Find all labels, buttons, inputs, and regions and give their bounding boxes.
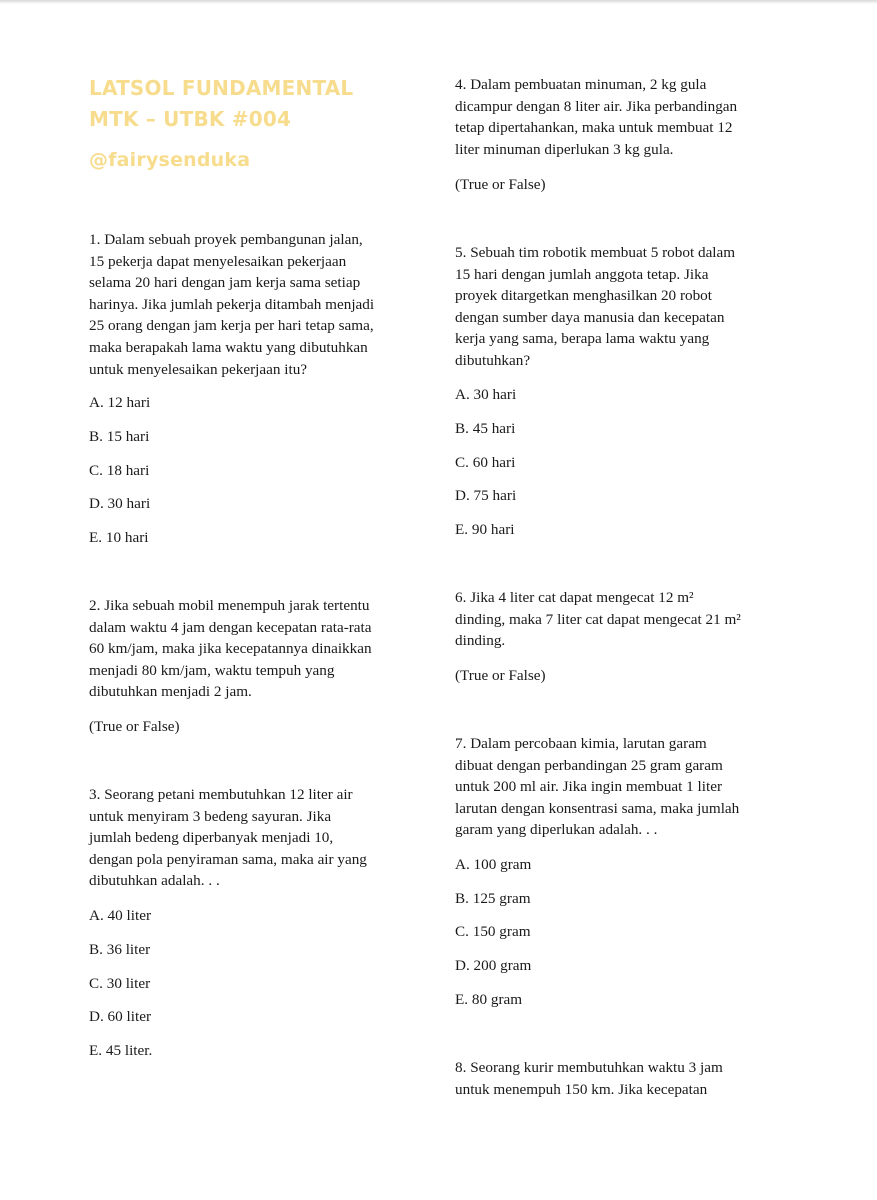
question-6-line: 6. Jika 4 liter cat dapat mengecat 12 m²: [455, 589, 694, 606]
question-5-option-b: B. 45 hari: [455, 420, 516, 437]
question-3-option-a: A. 40 liter: [89, 907, 152, 924]
question-1-line: 1. Dalam sebuah proyek pembangunan jalan,: [89, 231, 363, 248]
question-1-line: untuk menyelesaikan pekerjaan itu?: [89, 360, 308, 378]
question-1-line: 25 orang dengan jam kerja per hari tetap sama,: [89, 317, 374, 335]
question-7-option-c: C. 150 gram: [455, 923, 531, 940]
question-3-line: untuk menyiram 3 bedeng sayuran. Jika: [89, 807, 332, 825]
question-1-option-c: C. 18 hari: [89, 462, 150, 479]
question-3-line: jumlah bedeng diperbanyak menjadi 10,: [89, 829, 334, 847]
question-1-line: selama 20 hari dengan jam kerja sama setiap: [89, 274, 361, 292]
question-6-answer-type: (True or False): [455, 667, 546, 684]
question-5-line: 15 hari dengan jumlah anggota tetap. Jika: [455, 265, 709, 283]
worksheet-title-line-1: LATSOL FUNDAMENTAL: [89, 76, 354, 100]
question-2-line: 60 km/jam, maka jika kecepatannya dinaikkan: [89, 640, 372, 658]
question-4-text: [455, 74, 737, 160]
author-handle: @fairysenduka: [89, 149, 251, 171]
question-1-option-b: B. 15 hari: [89, 428, 150, 445]
question-8-line: untuk menempuh 150 km. Jika kecepatan: [455, 1080, 708, 1098]
question-5-line: 5. Sebuah tim robotik membuat 5 robot dalam: [455, 244, 736, 261]
question-5-line: proyek ditargetkan menghasilkan 20 robot: [455, 287, 713, 305]
question-6-text: [455, 587, 741, 652]
question-5-option-a: A. 30 hari: [455, 386, 517, 403]
question-1-line: 15 pekerja dapat menyelesaikan pekerjaan: [89, 252, 347, 270]
question-3-option-d: D. 60 liter: [89, 1008, 152, 1025]
question-3-line: 3. Seorang petani membutuhkan 12 liter air: [89, 786, 353, 803]
question-6-line: dinding, maka 7 liter cat dapat mengecat 21 m²: [455, 610, 741, 628]
question-2-line: dibutuhkan menjadi 2 jam.: [89, 683, 252, 701]
question-1-option-e: E. 10 hari: [89, 529, 149, 546]
question-1-option-d: D. 30 hari: [89, 495, 151, 512]
question-7-line: larutan dengan konsentrasi sama, maka jumlah: [455, 799, 740, 817]
question-2-text: [89, 595, 372, 703]
question-7-option-b: B. 125 gram: [455, 890, 531, 907]
question-4-answer-type: (True or False): [455, 176, 546, 193]
question-2-line: dalam waktu 4 jam dengan kecepatan rata-rata: [89, 618, 372, 636]
question-5-line: kerja yang sama, berapa lama waktu yang: [455, 330, 710, 348]
question-1-line: harinya. Jika jumlah pekerja ditambah menjadi: [89, 295, 375, 313]
question-8-text: [455, 1057, 723, 1100]
question-7-option-d: D. 200 gram: [455, 957, 532, 974]
question-8-line: 8. Seorang kurir membutuhkan waktu 3 jam: [455, 1059, 723, 1076]
question-4-line: liter minuman diperlukan 3 kg gula.: [455, 140, 674, 158]
question-4-line: dicampur dengan 8 liter air. Jika perbandingan: [455, 97, 738, 115]
question-7-line: 7. Dalam percobaan kimia, larutan garam: [455, 735, 707, 752]
question-3-option-c: C. 30 liter: [89, 975, 151, 992]
worksheet-title-line-2: MTK – UTBK #004: [89, 107, 292, 131]
page-top-edge: [0, 0, 877, 4]
question-1-text: [89, 229, 374, 380]
question-4-line: tetap dipertahankan, maka untuk membuat 12: [455, 119, 733, 137]
question-4-line: 4. Dalam pembuatan minuman, 2 kg gula: [455, 76, 707, 93]
question-1-option-a: A. 12 hari: [89, 394, 151, 411]
question-2-line: 2. Jika sebuah mobil menempuh jarak tertentu: [89, 597, 370, 614]
question-2-line: menjadi 80 km/jam, waktu tempuh yang: [89, 661, 335, 679]
question-1-line: maka berapakah lama waktu yang dibutuhkan: [89, 338, 368, 356]
question-7-option-a: A. 100 gram: [455, 856, 532, 873]
question-2-answer-type: (True or False): [89, 718, 180, 735]
question-7-line: untuk 200 ml air. Jika ingin membuat 1 liter: [455, 778, 723, 796]
question-7-line: dibuat dengan perbandingan 25 gram garam: [455, 756, 723, 774]
question-5-option-d: D. 75 hari: [455, 487, 517, 504]
question-6-line: dinding.: [455, 632, 506, 650]
question-5-line: dengan sumber daya manusia dan kecepatan: [455, 308, 725, 326]
question-5-option-c: C. 60 hari: [455, 454, 516, 471]
question-3-text: [89, 784, 367, 892]
question-3-option-e: E. 45 liter.: [89, 1042, 153, 1059]
question-5-line: dibutuhkan?: [455, 351, 531, 369]
question-7-line: garam yang diperlukan adalah. . .: [455, 821, 658, 839]
question-5-text: [455, 242, 735, 372]
question-7-text: [455, 733, 739, 841]
question-3-option-b: B. 36 liter: [89, 941, 151, 958]
question-3-line: dibutuhkan adalah. . .: [89, 872, 220, 890]
question-5-option-e: E. 90 hari: [455, 521, 515, 538]
question-7-option-e: E. 80 gram: [455, 991, 523, 1008]
question-3-line: dengan pola penyiraman sama, maka air yang: [89, 850, 367, 868]
